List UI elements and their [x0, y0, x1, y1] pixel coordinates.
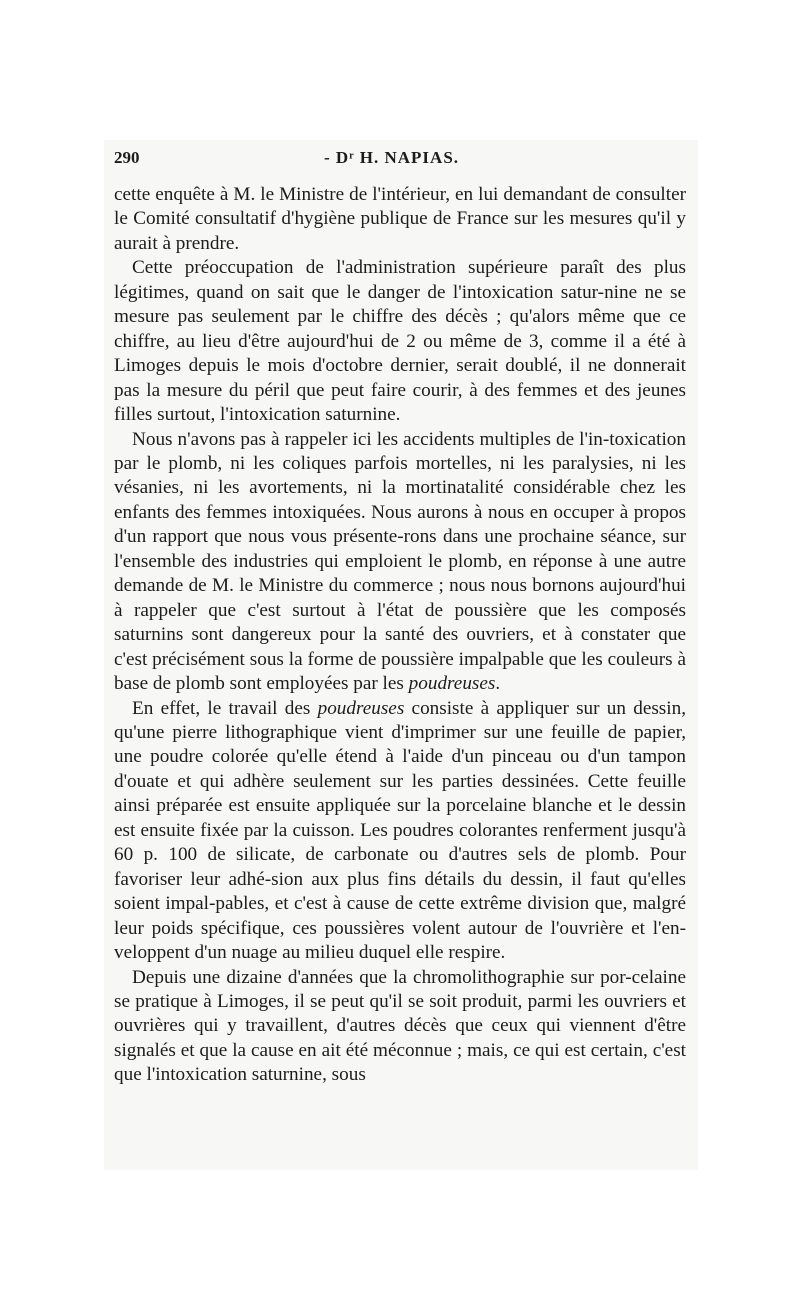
page-number: 290	[114, 148, 140, 167]
paragraph-3-end: .	[495, 673, 501, 695]
paragraph-4	[114, 697, 686, 966]
paragraph-5	[114, 966, 686, 1088]
body-text	[114, 183, 686, 1088]
running-head: - Dʳ H. NAPIAS.	[324, 148, 460, 167]
paragraph-5-text: Depuis une dizaine d'années que la chromolithographie sur por-celaine se pratique à Limoges, il se peut qu'il se soit produit, parmi les ouvriers et ouvrières qui y travaillent, d'autres décès que ceux qui viennent d'être signalés et que la cause en ait été méconnue ; mais, ce qui est certain, c'est que l'intoxication saturnine, sous	[114, 966, 686, 1086]
paragraph-3-text: Nous n'avons pas à rappeler ici les accidents multiples de l'in-toxication par le plomb, ni les coliques parfois mortelles, ni les paralysies, ni les vésanies, ni les avortements, ni la mortinatalité considérable chez les enfants des femmes intoxiquées. Nous aurons à nous en occuper à propos d'un rapport que nous vous présente-rons dans une prochaine séance, sur l'ensemble des industries qui emploient le plomb, en réponse à une autre demande de M. le Ministre du commerce ; nous nous bornons aujourd'hui à rappeler que c'est surtout à l'état de poussière que les composés saturnins sont dangereux pour la santé des ouvriers, et à constater que c'est précisément sous la forme de poussière impalpable que les couleurs à base de plomb sont employées par les	[114, 428, 686, 695]
paragraph-1	[114, 183, 686, 256]
paragraph-4-lead: En effet, le travail des	[132, 697, 311, 719]
paragraph-3	[114, 428, 686, 697]
paragraph-2-text: Cette préoccupation de l'administration supérieure paraît des plus légitimes, quand on sait que le danger de l'intoxication satur-nine ne se mesure pas seulement par le chiffre des décès ; qu'alors même que ce chiffre, au lieu d'être aujourd'hui de 2 ou même de 3, comme il a été à Limoges depuis le mois d'octobre dernier, serait doublé, il ne donnerait pas la mesure du péril que peut faire courir, à des femmes et des jeunes filles surtout, l'intoxication saturnine.	[114, 257, 686, 426]
paragraph-1-text: cette enquête à M. le Ministre de l'intérieur, en lui demandant de consulter le Comité consultatif d'hygiène publique de France sur les mesures qu'il y aurait à prendre.	[114, 184, 686, 254]
paragraph-4-text: consiste à appliquer sur un dessin, qu'une pierre lithographique vient d'imprimer sur une feuille de papier, une poudre colorée qu'elle étend à l'aide d'un pinceau ou d'un tampon d'ouate et qui adhère seulement sur les parties dessinées. Cette feuille ainsi préparée est ensuite appliquée sur la porcelaine blanche et le dessin est ensuite fixée par la cuisson. Les poudres colorantes renferment jusqu'à 60 p. 100 de silicate, de carbonate ou d'autres sels de plomb. Pour favoriser leur adhé-sion aux plus fins détails du dessin, il faut qu'elles soient impal-pables, et c'est à cause de cette extrême division que, malgré leur poids spécifique, ces poussières volent autour de l'ouvrière et l'en-veloppent d'un nuage au milieu duquel elle respire.	[114, 697, 686, 964]
paragraph-4-italic-term: poudreuses	[317, 697, 405, 719]
paragraph-3-italic-term: poudreuses	[408, 673, 496, 695]
page-header	[114, 148, 686, 176]
paragraph-2	[114, 256, 686, 427]
